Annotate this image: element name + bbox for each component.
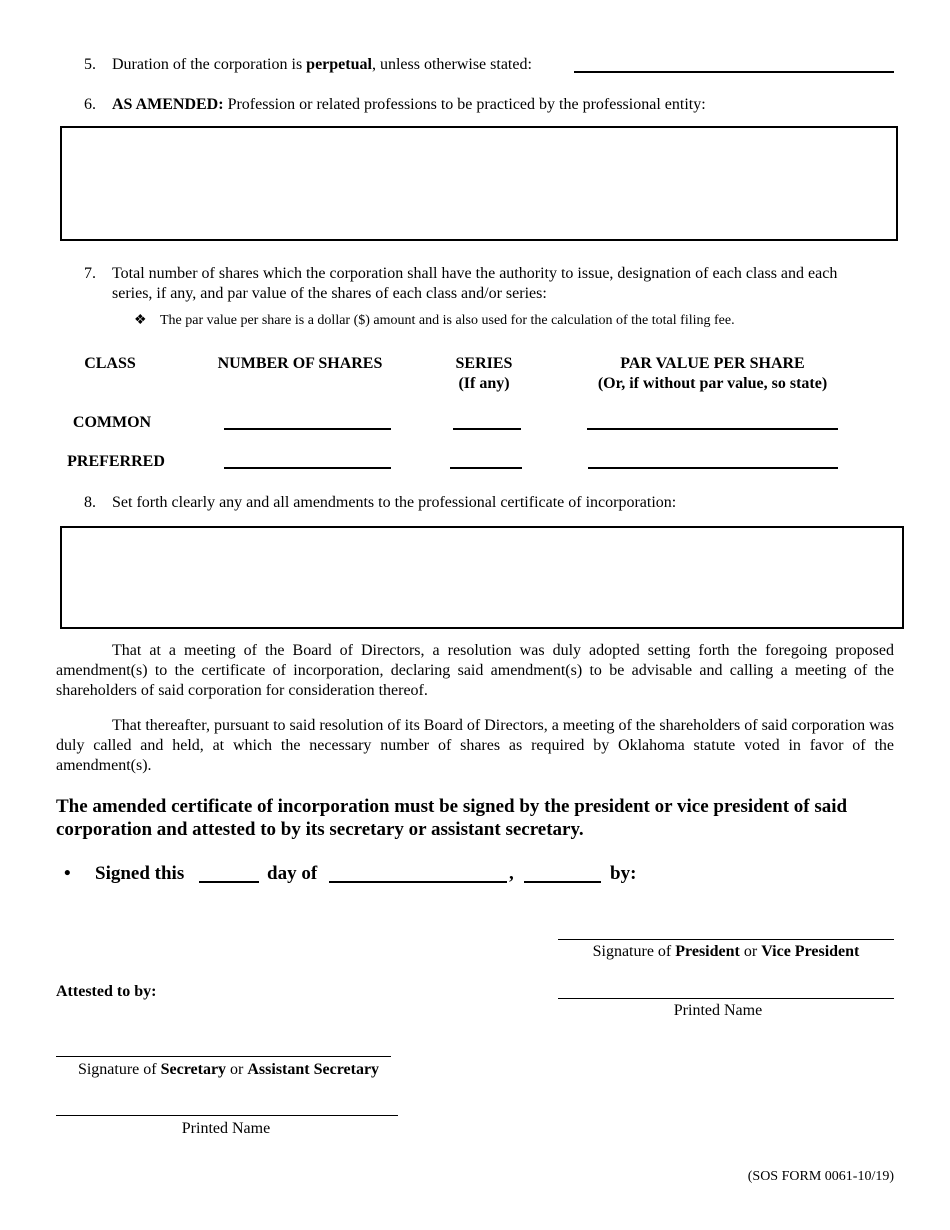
header-class: CLASS <box>84 355 136 372</box>
item-5-text-b: , unless otherwise stated: <box>371 56 532 73</box>
item-7-line2: series, if any, and par value of the shares of each class and/or series: <box>112 285 547 302</box>
comma: , <box>509 863 514 884</box>
day-of-label: day of <box>267 863 318 884</box>
label-prefix: Signature of <box>77 1061 161 1078</box>
header-number-of-shares: NUMBER OF SHARES <box>217 355 383 372</box>
item-6-text: Profession or related professions to be practiced by the professional entity: <box>223 96 706 113</box>
label-or: or <box>739 943 762 960</box>
shareholders-paragraph: That thereafter, pursuant to said resolution of its Board of Directors, a meeting of the shareholders of said corporation was duly called and held, at which the necessary number of shares as required by Oklahoma statute voted in favor of the amendment(s). <box>56 717 894 774</box>
profession-textbox[interactable] <box>60 126 898 241</box>
signing-notice: The amended certificate of incorporation must be signed by the president or vice president of said corporation and attested to by its secretary or assistant secretary. <box>56 796 848 840</box>
item-7-line1: Total number of shares which the corporation shall have the authority to issue, designation of each class and each <box>112 265 838 282</box>
header-series-sub: (If any) <box>458 375 510 392</box>
row-class-preferred: PREFERRED <box>67 453 165 470</box>
secretary-signature-label <box>56 1061 401 1079</box>
role-president: President <box>675 943 740 960</box>
par-value-note <box>134 312 735 329</box>
preferred-series-field[interactable] <box>450 467 522 469</box>
role-vice-president: Vice President <box>761 943 860 960</box>
common-par-field[interactable] <box>587 428 838 430</box>
item-6 <box>84 96 706 114</box>
resolution-paragraph: That at a meeting of the Board of Directors, a resolution was duly adopted setting forth the foregoing proposed amendment(s) to the certificate of incorporation, declaring said amendment(s) to be advisable and calling a meeting of the shareholders of said corporation for consideration thereof. <box>56 642 894 699</box>
item-5-bold: perpetual <box>306 56 372 73</box>
president-signature-line[interactable] <box>558 939 894 940</box>
item-5-text-a: Duration of the corporation is <box>112 56 307 73</box>
item-number: 8. <box>84 494 96 511</box>
diamond-bullet-icon: ❖ <box>134 313 147 328</box>
item-5 <box>84 56 532 74</box>
form-number: (SOS FORM 0061-10/19) <box>747 1169 894 1184</box>
preferred-shares-field[interactable] <box>224 467 391 469</box>
item-8-text: Set forth clearly any and all amendments to the professional certificate of incorporation: <box>112 494 677 511</box>
header-par-title: PAR VALUE PER SHARE <box>620 355 805 372</box>
month-field[interactable] <box>329 881 507 883</box>
preferred-par-field[interactable] <box>588 467 838 469</box>
secretary-printed-name-label: Printed Name <box>181 1120 271 1137</box>
attested-label: Attested to by: <box>56 983 157 1000</box>
label-prefix: Signature of <box>592 943 676 960</box>
header-series-title: SERIES <box>455 355 513 372</box>
secretary-printed-name-line[interactable] <box>56 1115 398 1116</box>
header-series <box>434 354 534 394</box>
common-series-field[interactable] <box>453 428 521 430</box>
bullet-icon: • <box>64 863 71 884</box>
item-number: 5. <box>84 56 96 73</box>
label-or: or <box>226 1061 248 1078</box>
item-8 <box>84 494 676 512</box>
item-7 <box>84 264 837 304</box>
header-par-value <box>575 354 850 394</box>
duration-field[interactable] <box>574 71 894 73</box>
par-value-note-text: The par value per share is a dollar ($) amount and is also used for the calculation of the total filing fee. <box>160 313 735 328</box>
day-field[interactable] <box>199 881 259 883</box>
year-field[interactable] <box>524 881 601 883</box>
president-printed-name-line[interactable] <box>558 998 894 999</box>
president-printed-name-label: Printed Name <box>673 1002 763 1019</box>
item-number: 7. <box>84 265 96 282</box>
role-assistant-secretary: Assistant Secretary <box>247 1061 380 1078</box>
secretary-signature-line[interactable] <box>56 1056 391 1057</box>
item-6-bold: AS AMENDED: <box>112 96 224 113</box>
president-signature-label <box>558 943 894 961</box>
common-shares-field[interactable] <box>224 428 391 430</box>
by-label: by: <box>610 863 637 884</box>
signed-this-label: Signed this <box>95 863 185 884</box>
item-number: 6. <box>84 96 96 113</box>
role-secretary: Secretary <box>160 1061 227 1078</box>
amendments-textbox[interactable] <box>60 526 904 629</box>
header-par-sub: (Or, if without par value, so state) <box>597 375 828 392</box>
row-class-common: COMMON <box>72 414 152 431</box>
